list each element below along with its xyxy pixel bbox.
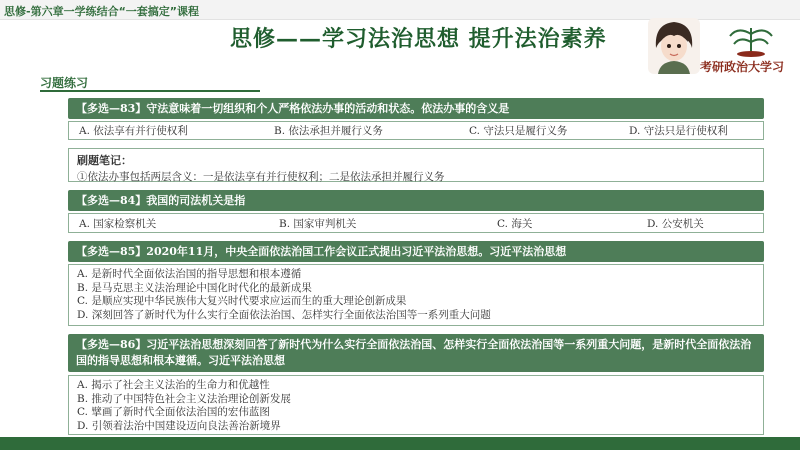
avatar	[648, 18, 700, 74]
course-title: 思修-第六章一学练结合“一套搞定”课程	[4, 5, 200, 18]
option-b[interactable]: B. 依法承担并履行义务	[274, 125, 383, 137]
option-b[interactable]: B. 国家审判机关	[279, 217, 357, 230]
section-label: 习题练习	[40, 76, 89, 90]
option-c[interactable]: C. 守法只是履行义务	[469, 125, 568, 137]
top-bar	[0, 0, 800, 20]
option-c[interactable]: C. 是顺应实现中华民族伟大复兴时代要求应运而生的重大理论创新成果	[77, 295, 407, 307]
question-84-title: 【多选—84】我国的司法机关是指	[68, 190, 764, 211]
option-c[interactable]: C. 擘画了新时代全面依法治国的宏伟蓝图	[77, 406, 270, 418]
option-b[interactable]: B. 是马克思主义法治理论中国化时代化的最新成果	[77, 281, 312, 294]
option-a[interactable]: A. 揭示了社会主义法治的生命力和优越性	[77, 379, 270, 391]
notes-title: 刷题笔记：	[77, 154, 132, 167]
question-83-options	[68, 121, 764, 140]
option-d[interactable]: D. 深刻回答了新时代为什么实行全面依法治国、怎样实行全面依法治国等一系列重大问题	[77, 308, 491, 321]
option-b[interactable]: B. 推动了中国特色社会主义法治理论创新发展	[77, 392, 291, 405]
option-a[interactable]: A. 依法享有并行使权利	[79, 125, 188, 137]
option-a[interactable]: A. 国家检察机关	[79, 217, 157, 230]
question-85-options	[68, 264, 764, 326]
notes-box	[68, 148, 764, 182]
question-86-options	[68, 375, 764, 435]
option-d[interactable]: D. 公安机关	[647, 217, 704, 230]
option-a[interactable]: A. 是新时代全面依法治国的指导思想和根本遵循	[77, 268, 302, 280]
page-title: 思修——学习法治思想 提升法治素养	[230, 26, 607, 52]
brand-name: 考研政治大学习	[700, 60, 785, 74]
option-c[interactable]: C. 海关	[497, 217, 533, 230]
question-83-title: 【多选—83】守法意味着一切组织和个人严格依法办事的活动和状态。依法办事的含义是	[68, 98, 764, 119]
question-85-title: 【多选—85】2020年11月，中央全面依法治国工作会议正式提出习近平法治思想。习近平法治思想	[68, 241, 764, 262]
question-86-title: 【多选—86】习近平法治思想深刻回答了新时代为什么实行全面依法治国、怎样实行全面依法治国等一系列重大问题，是新时代全面依法治国的指导思想和根本遵循。习近平法治思想	[68, 334, 764, 372]
section-divider	[40, 90, 260, 92]
question-84-options	[68, 213, 764, 233]
option-d[interactable]: D. 引领着法治中国建设迈向良法善治新境界	[77, 419, 281, 432]
notes-content: ①依法办事包括两层含义：一是依法享有并行使权利；二是依法承担并履行义务	[77, 171, 445, 183]
option-d[interactable]: D. 守法只是行使权利	[629, 125, 728, 137]
bottom-bar	[0, 437, 800, 450]
